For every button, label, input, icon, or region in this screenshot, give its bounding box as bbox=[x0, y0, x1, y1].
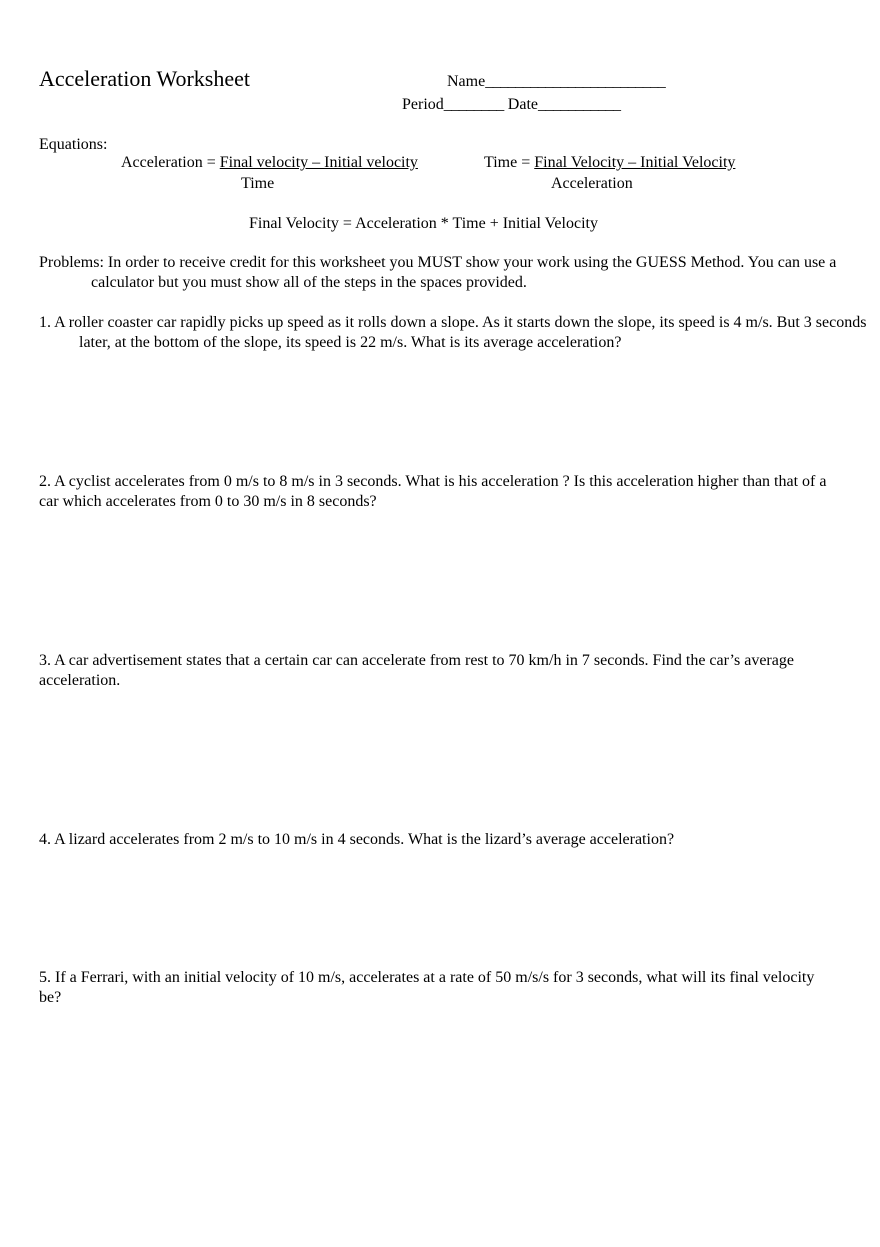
problem-text: A lizard accelerates from 2 m/s to 10 m/s in 4 seconds. What is the lizard’s average acceleration? bbox=[54, 831, 675, 848]
instructions: Problems: In order to receive credit for this worksheet you MUST show your work using the GUESS Method. You can use a calculator but you must show all of the steps in the spaces provided. bbox=[39, 254, 837, 291]
problem-3 bbox=[39, 651, 839, 691]
problem-number: 5. bbox=[39, 969, 51, 986]
problem-text: A cyclist accelerates from 0 m/s to 8 m/s in 3 seconds. What is his acceleration ? Is this acceleration higher than that of a car which accelerates from 0 to 30 m/s in 8 seconds? bbox=[39, 473, 827, 510]
equations-label: Equations: bbox=[39, 136, 108, 153]
time-numerator: Final Velocity – Initial Velocity bbox=[534, 154, 736, 171]
acceleration-equation bbox=[121, 153, 418, 173]
problem-5 bbox=[39, 968, 839, 1008]
problem-text: A car advertisement states that a certain car can accelerate from rest to 70 km/h in 7 seconds. Find the car’s average acceleration. bbox=[39, 652, 794, 689]
date-blank[interactable]: ___________ bbox=[537, 96, 621, 113]
acceleration-numerator: Final velocity – Initial velocity bbox=[219, 154, 418, 171]
problem-number: 2. bbox=[39, 473, 51, 490]
final-velocity-equation: Final Velocity = Acceleration * Time + Initial Velocity bbox=[249, 215, 598, 232]
acceleration-lhs: Acceleration = bbox=[121, 154, 220, 171]
time-equation bbox=[484, 153, 735, 173]
acceleration-denominator: Time bbox=[241, 175, 275, 192]
page-title: Acceleration Worksheet bbox=[39, 66, 251, 91]
name-field[interactable] bbox=[447, 72, 665, 92]
period-date-row bbox=[402, 95, 620, 115]
problem-number: 3. bbox=[39, 652, 51, 669]
name-label: Name bbox=[447, 73, 486, 90]
name-blank[interactable]: ________________________ bbox=[485, 73, 666, 90]
problem-text: If a Ferrari, with an initial velocity of 10 m/s, accelerates at a rate of 50 m/s/s for 3 seconds, what will its final velocity be? bbox=[39, 969, 815, 1006]
time-denominator: Acceleration bbox=[551, 175, 633, 192]
problem-number: 4. bbox=[39, 831, 51, 848]
period-blank[interactable]: ________ bbox=[443, 96, 504, 113]
problem-1 bbox=[39, 313, 869, 353]
problem-4 bbox=[39, 830, 839, 850]
problem-number: 1. bbox=[39, 314, 51, 331]
time-lhs: Time = bbox=[484, 154, 535, 171]
date-label: Date bbox=[507, 96, 538, 113]
problem-2 bbox=[39, 472, 839, 512]
problem-text: A roller coaster car rapidly picks up speed as it rolls down a slope. As it starts down the slope, its speed is 4 m/s. But 3 seconds later, at the bottom of the slope, its speed is 22 m/s. What is its average acceleration? bbox=[54, 314, 867, 351]
period-label: Period bbox=[402, 96, 444, 113]
